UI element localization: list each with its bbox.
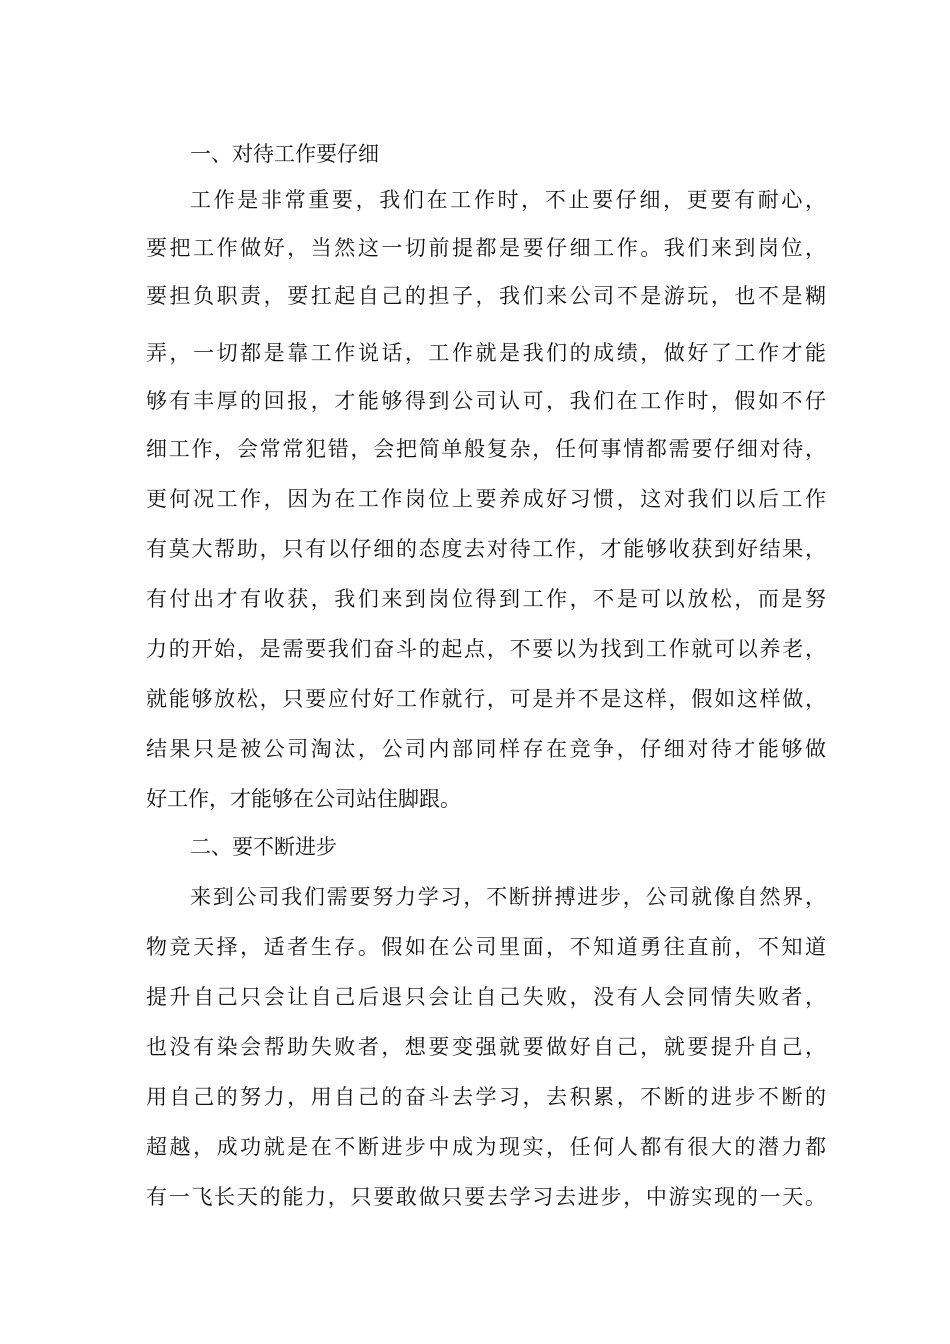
paragraph-line: 物竞天择，适者生存。假如在公司里面，不知道勇往直前，不知道 xyxy=(146,935,826,959)
paragraph-line: 超越，成功就是在不断进步中成为现实，任何人都有很大的潜力都 xyxy=(146,1135,826,1159)
paragraph-line: 有付出才有收获，我们来到岗位得到工作，不是可以放松，而是努 xyxy=(146,587,826,611)
paragraph-line: 够有丰厚的回报，才能够得到公司认可，我们在工作时，假如不仔 xyxy=(146,389,826,413)
paragraph-line: 也没有染会帮助失败者，想要变强就要做好自己，就要提升自己， xyxy=(146,1035,826,1059)
paragraph-line: 有一飞长天的能力，只要敢做只要去学习去进步，中游实现的一天。 xyxy=(146,1185,826,1209)
paragraph-line: 细工作，会常常犯错，会把简单般复杂，任何事情都需要仔细对待， xyxy=(146,437,826,461)
paragraph-line: 结果只是被公司淘汰，公司内部同样存在竞争，仔细对待才能够做 xyxy=(146,737,826,761)
paragraph-line: 用自己的努力，用自己的奋斗去学习，去积累，不断的进步不断的 xyxy=(146,1085,826,1109)
paragraph-line: 要把工作做好，当然这一切前提都是要仔细工作。我们来到岗位， xyxy=(146,236,826,260)
paragraph-line: 就能够放松，只要应付好工作就行，可是并不是这样，假如这样做， xyxy=(146,687,826,711)
paragraph-line: 提升自己只会让自己后退只会让自己失败，没有人会同情失败者， xyxy=(146,985,826,1009)
paragraph-line: 工作是非常重要，我们在工作时，不止要仔细，更要有耐心， xyxy=(190,188,826,212)
paragraph-line: 要担负职责，要扛起自己的担子，我们来公司不是游玩，也不是糊 xyxy=(146,284,826,308)
paragraph-line: 力的开始，是需要我们奋斗的起点，不要以为找到工作就可以养老， xyxy=(146,637,826,661)
paragraph-line: 来到公司我们需要努力学习，不断拼搏进步，公司就像自然界， xyxy=(190,885,826,909)
section-heading: 一、对待工作要仔细 xyxy=(190,142,379,166)
section-heading: 二、要不断进步 xyxy=(190,835,337,859)
paragraph-line: 更何况工作，因为在工作岗位上要养成好习惯，这对我们以后工作 xyxy=(146,487,826,511)
paragraph-line: 有莫大帮助，只有以仔细的态度去对待工作，才能够收获到好结果， xyxy=(146,537,826,561)
paragraph-line: 弄，一切都是靠工作说话，工作就是我们的成绩，做好了工作才能 xyxy=(146,341,826,365)
paragraph-line: 好工作，才能够在公司站住脚跟。 xyxy=(146,787,461,811)
